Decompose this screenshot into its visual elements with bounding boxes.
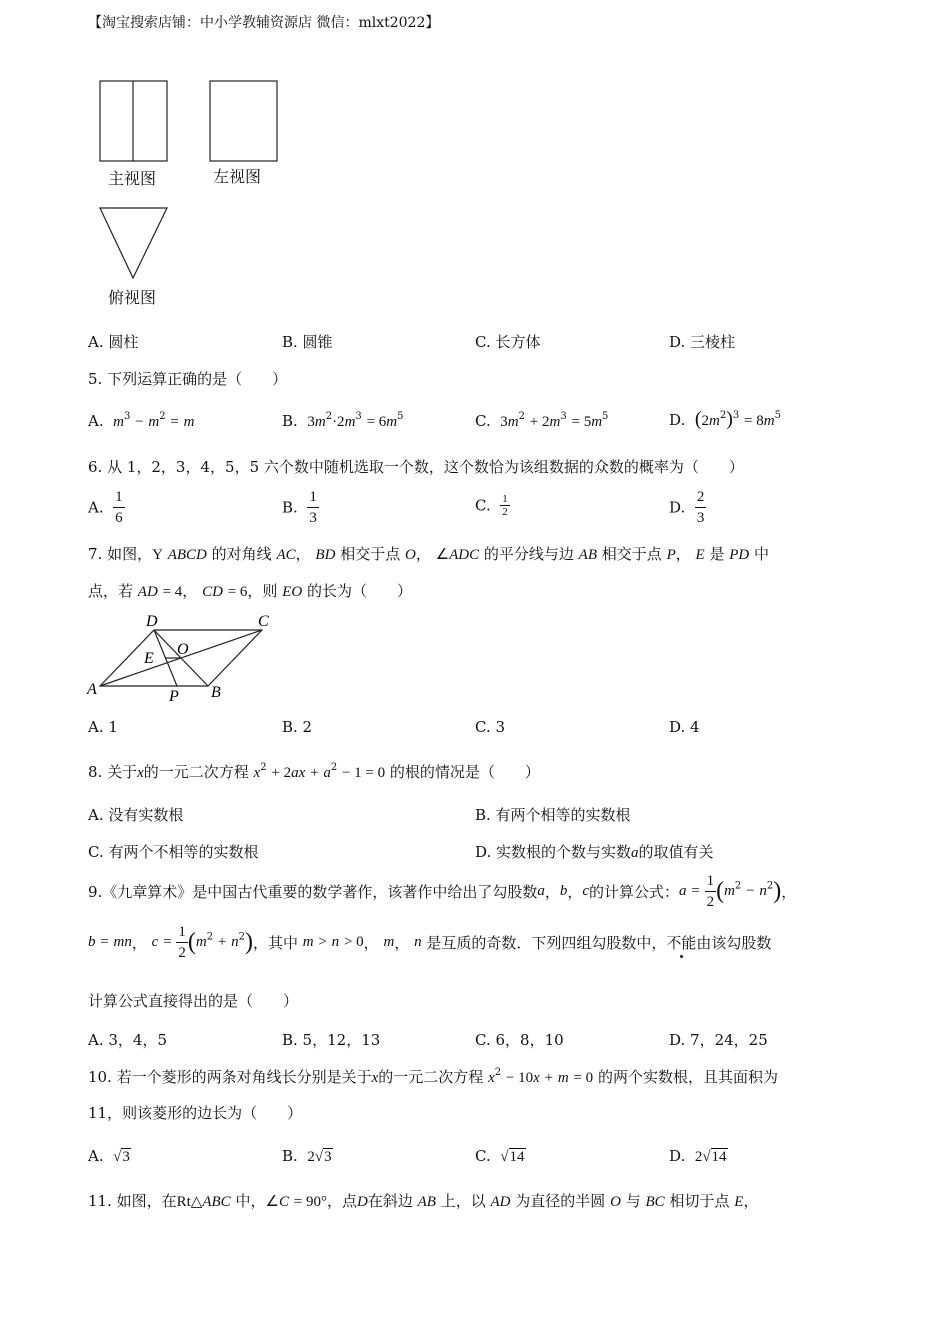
q7-option-b[interactable]: B. 2 [282, 718, 313, 736]
q11-g: 相切于点 [669, 1192, 730, 1210]
q5-label-a: A. [88, 412, 104, 430]
q4-option-c[interactable]: C. 长方体 [475, 333, 541, 351]
q6-frac-a [113, 487, 125, 528]
q8-option-c[interactable]: C. 有两个不相等的实数根 [88, 843, 259, 861]
q9-option-c[interactable]: C. 6，8，10 [475, 1031, 564, 1049]
q7-option-d[interactable]: D. 4 [669, 718, 700, 736]
q7-seg2: 相交于点 [340, 545, 401, 563]
q10-option-b[interactable] [282, 1147, 333, 1166]
q11-f: 与 [625, 1192, 641, 1210]
q7-option-a[interactable]: A. 1 [88, 718, 118, 736]
label-o: O [177, 641, 189, 658]
q7-seg6: 中 [754, 545, 770, 563]
q10-option-a[interactable] [88, 1147, 131, 1166]
q7-line1: 7. 如图，Y ABCD 的对角线 AC， BD 相交于点 O， ∠ADC 的平分线与边 AB 相交于点 P， E 是 PD 中 [88, 545, 770, 563]
q10-label-c: C. [475, 1147, 491, 1165]
q11-a: 中， [235, 1192, 266, 1210]
label-d: D [146, 613, 158, 630]
q10-sqrt-c: √14 [500, 1149, 525, 1165]
q9-line1: 9.《九章算术》是中国古代重要的数学著作，该著作中给出了勾股数a，b，c的计算公式：a = $\frac{1}{2}$ $(m^2 - n^2)$， [88, 873, 797, 910]
page-header: 【淘宝搜索店铺：中小学教辅资源店 微信：mlxt2022】 [88, 15, 440, 31]
q9-line3: 计算公式直接得出的是（ ） [88, 992, 299, 1010]
q7-seg3: 的平分线与边 [483, 545, 574, 563]
q6-frac-b-den: 3 [309, 510, 317, 526]
q5-option-a[interactable]: A. $m^3 - m^2 = m$ [88, 411, 195, 430]
q6-label-d: D. [669, 498, 686, 517]
q6-option-a[interactable] [88, 487, 125, 528]
q7-line2c: 的长为（ ） [307, 582, 413, 600]
label-b: B [211, 684, 221, 701]
q9-line2a: ，其中 [253, 934, 299, 952]
q6-frac-b [307, 487, 319, 528]
label-e: E [144, 650, 154, 667]
q5-option-d[interactable]: D. $(2m^2)^3 = 8m^5$ [669, 408, 781, 430]
q7-seg5: 是 [709, 545, 725, 563]
q7-seg1: 的对角线 [211, 545, 272, 563]
q10-label-b: B. [282, 1147, 298, 1165]
q6-frac-a-num: 1 [113, 487, 125, 508]
q9-frac-half-c: $\frac{1}{2}$ [178, 924, 186, 961]
q8-option-d[interactable]: D. 实数根的个数与实数a的取值有关 [475, 843, 714, 861]
q6-frac-c-num: 1 [502, 493, 508, 505]
q6-frac-d-den: 3 [696, 510, 705, 526]
q9-line2c: 由该勾股数 [696, 934, 772, 952]
q10-suffix: 的两个实数根，且其面积为 [597, 1068, 778, 1086]
q9-mid: 的计算公式： [589, 883, 680, 901]
q8-option-d-suffix: 的取值有关 [638, 843, 714, 861]
front-view-label: 主视图 [108, 169, 157, 188]
left-view-label: 左视图 [213, 167, 262, 186]
q10-option-c[interactable] [475, 1147, 526, 1166]
q6-label-c: C. [475, 496, 491, 515]
q9-line2b: 是互质的奇数．下列四组勾股数中， [426, 934, 667, 952]
q6-option-b[interactable] [282, 487, 319, 528]
q9-prefix: 9.《九章算术》是中国古代重要的数学著作，该著作中给出了勾股数 [88, 883, 538, 901]
q9-option-a[interactable]: A. 3，4，5 [88, 1031, 167, 1049]
q10-sqrt-a: √3 [113, 1149, 130, 1165]
q10-label-a: A. [88, 1147, 104, 1165]
q4-option-a[interactable]: A. 圆柱 [88, 333, 139, 351]
q7-option-c[interactable]: C. 3 [475, 718, 506, 736]
q11-b: ，点 [326, 1192, 357, 1210]
q11-e: 为直径的半圆 [515, 1192, 606, 1210]
q6-frac-a-den: 6 [115, 510, 123, 526]
q11-c: 在斜边 [367, 1192, 413, 1210]
q7-seg4: 相交于点 [601, 545, 662, 563]
q6-frac-d [695, 487, 707, 528]
q9-not-emphasis: 不能 [666, 934, 697, 952]
q6-stem: 6. 从 1，2，3，4，5，5 六个数中随机选取一个数，这个数恰为该组数据的众数的概率为（ ） [88, 458, 744, 476]
q8-option-b[interactable]: B. 有两个相等的实数根 [475, 806, 631, 824]
label-p: P [169, 688, 179, 705]
q6-frac-c [500, 493, 510, 518]
left-view-rect [210, 81, 277, 161]
top-view-label: 俯视图 [108, 288, 157, 307]
q11-line1: 11. 如图，在Rt△ABC 中，∠C = 90°，点D在斜边 AB 上，以 AD 为直径的半圆 O 与 BC 相切于点 E， [88, 1192, 759, 1210]
q9-line2: b = mn， c = $\frac{1}{2}$ $(m^2 + n^2)$，其中 m > n > 0， m， n 是互质的奇数．下列四组勾股数中，不能由该勾股数 [88, 924, 772, 961]
q5-option-c[interactable]: C. $3m^2 + 2m^3 = 5m^5$ [475, 411, 609, 430]
q8-stem: 8. 关于x的一元二次方程 $x^2 + 2ax + a^2 - 1 = 0$ 的根的情况是（ ） [88, 762, 540, 781]
q10-line1: 10. 若一个菱形的两条对角线长分别是关于x的一元二次方程 $x^2 - 10x + m = 0$ 的两个实数根，且其面积为 [88, 1067, 778, 1086]
q10-sqrt-b: 2√3 [307, 1149, 332, 1165]
top-view-triangle [100, 208, 167, 278]
q5-stem: 5. 下列运算正确的是（ ） [88, 370, 288, 388]
q10-label-d: D. [669, 1147, 686, 1165]
q10-line2: 11，则该菱形的边长为（ ） [88, 1104, 303, 1122]
q5-label-b: B. [282, 412, 298, 430]
q8-mid: 的一元二次方程 [143, 763, 249, 781]
q11-prefix: 11. 如图，在 [88, 1192, 177, 1210]
q7-prefix: 7. 如图， [88, 545, 153, 563]
q8-prefix: 8. 关于 [88, 763, 138, 781]
q10-option-d[interactable] [669, 1147, 728, 1166]
q5-label-d: D. [669, 411, 686, 429]
label-c: C [258, 613, 269, 630]
q6-frac-c-den: 2 [502, 506, 508, 518]
q7-line2b: ，则 [247, 582, 278, 600]
q6-frac-b-num: 1 [307, 487, 319, 508]
q11-d: 上，以 [440, 1192, 486, 1210]
q8-suffix: 的根的情况是（ ） [389, 763, 540, 781]
label-a: A [87, 681, 97, 698]
q10-prefix: 10. 若一个菱形的两条对角线长分别是关于 [88, 1068, 372, 1086]
q6-label-a: A. [88, 498, 104, 517]
q6-option-d[interactable] [669, 487, 706, 528]
q6-option-c[interactable] [475, 493, 510, 518]
q6-label-b: B. [282, 498, 298, 517]
q10-sqrt-d: 2√14 [694, 1149, 727, 1165]
q9-frac-half-a: $\frac{1}{2}$ [706, 873, 715, 910]
parallelogram-figure [85, 610, 285, 705]
q10-mid: 的一元二次方程 [378, 1068, 484, 1086]
q5-label-c: C. [475, 412, 491, 430]
q9-option-b[interactable]: B. 5，12，13 [282, 1031, 381, 1049]
q7-line2: 点，若 AD = 4， CD = 6，则 EO 的长为（ ） [88, 582, 413, 600]
q9-option-d[interactable]: D. 7，24，25 [669, 1031, 768, 1049]
q5-option-b[interactable]: B. $3m^2\cdot 2m^3 = 6m^5$ [282, 411, 404, 430]
q8-option-d-text: D. 实数根的个数与实数 [475, 843, 632, 861]
q7-line2a: 点，若 [88, 582, 134, 600]
q8-option-a[interactable]: A. 没有实数根 [88, 806, 184, 824]
q4-option-b[interactable]: B. 圆锥 [282, 333, 333, 351]
q6-frac-d-num: 2 [695, 487, 707, 508]
q4-option-d[interactable]: D. 三棱柱 [669, 333, 736, 351]
